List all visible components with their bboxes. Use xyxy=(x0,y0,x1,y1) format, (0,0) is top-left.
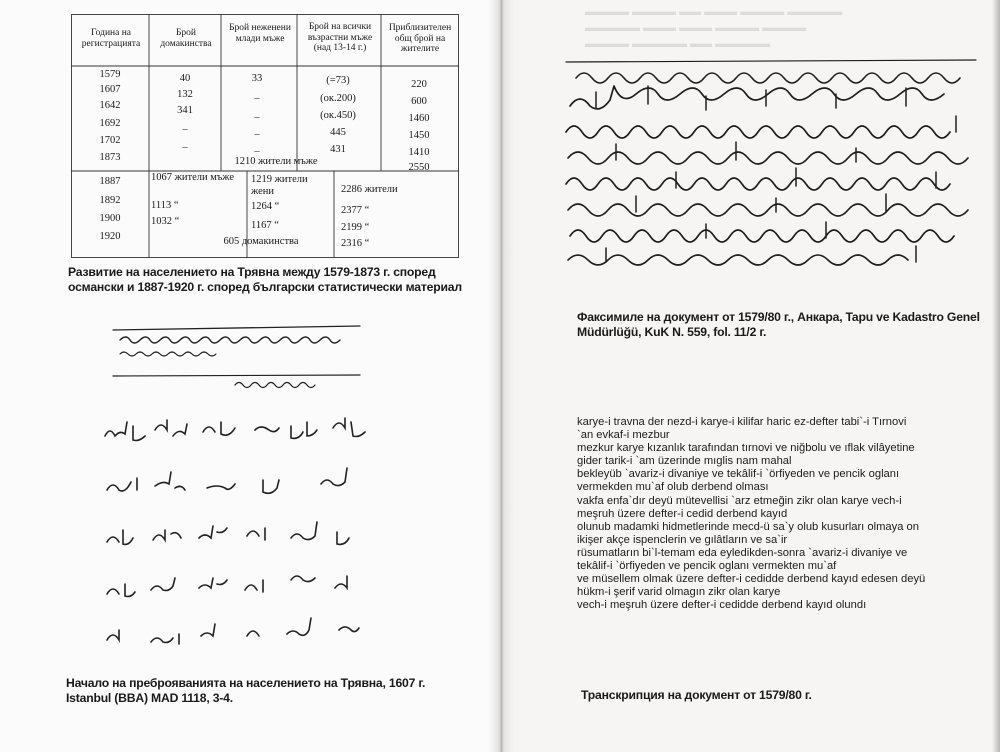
year-cell: 1887 xyxy=(99,176,121,187)
header-households: Брой домакинства xyxy=(160,28,212,49)
header-unmarried: Брой неженени млади мъже xyxy=(229,23,291,44)
total-cell: 1450 xyxy=(408,130,430,141)
transliteration-line: meşruh üzere defter-i cedid derbend kayıd xyxy=(577,507,788,520)
households-cell: – xyxy=(182,142,188,153)
transliteration-line: mezkur karye kızanlık tarafından tırnovi ve niğbolu ve ıflak vilâyetine xyxy=(577,442,915,455)
table-caption-line: Развитие на населението на Трявна между 1579-1873 г. според xyxy=(68,265,436,279)
transliteration-line: ikişer akçe ispenclerin ve gılâtların ve sa`ir xyxy=(577,533,788,546)
show-through-text: ▬▬▬▬▬ ▬▬▬ ▬▬▬ ▬▬▬▬ ▬▬▬▬ xyxy=(585,22,807,34)
men-cell: 1113 “ xyxy=(151,200,179,211)
show-through-text: ▬▬▬▬ ▬▬▬▬ ▬▬ ▬▬▬ ▬▬▬▬ ▬▬▬▬▬ xyxy=(585,6,843,18)
year-cell: 1892 xyxy=(99,195,121,206)
left-page xyxy=(0,0,498,752)
transliteration-line: olunub madamki hidmetlerinde mecd-ü sa`y olub kusurları olmaya on xyxy=(577,520,920,533)
unmarried-cell: – xyxy=(254,129,260,140)
transliteration-text xyxy=(577,416,987,612)
transliteration-line: karye-i travna der nezd-i karye-i kilifar haric ez-defter tabi`-i Tırnovi xyxy=(577,416,907,428)
transliteration-line: gider tarik-i `am üzerinde mıglis nam mahal xyxy=(577,455,792,468)
book-gutter xyxy=(488,0,514,752)
note-1873-men: 1210 жители мъже xyxy=(234,156,318,167)
transliteration-line: rüsumatların bi`l-temam eda eyledikden-sonra `avariz-i divaniye ve xyxy=(577,546,908,559)
census-caption-line: Istanbul (BBA) MAD 1118, 3-4. xyxy=(66,691,233,705)
facsimile-caption-line: Müdürlüğü, KuK N. 559, fol. 11/2 г. xyxy=(577,325,767,339)
transcription-caption xyxy=(581,688,812,703)
total-cell: 2316 “ xyxy=(341,238,370,249)
women-1887-cell: 1219 жители жени xyxy=(251,174,308,197)
total-cell: 1410 xyxy=(408,147,430,158)
households-cell: – xyxy=(182,124,188,135)
unmarried-cell: 33 xyxy=(251,73,263,84)
total-cell: 220 xyxy=(411,79,427,90)
transliteration-line: vermekden mu`af olub derbend olması xyxy=(577,481,769,494)
adult-men-cell: (=73) xyxy=(326,75,350,86)
transliteration-line: hükm-i şerif varid olmagın zikr olan karye xyxy=(577,586,781,599)
women-cell: 1167 “ xyxy=(251,220,279,231)
year-cell: 1900 xyxy=(99,213,121,224)
transliteration-line: vakfa enfa`dır deyü mütevellisi `arz etmeğin zikr olan karye vech-i xyxy=(577,494,902,507)
adult-men-cell: 445 xyxy=(330,127,346,138)
transcription-caption-line: Транскрипция на документ от 1579/80 г. xyxy=(581,688,812,702)
women-cell: 1264 “ xyxy=(251,201,280,212)
table-caption-line: османски и 1887-1920 г. според български статистически материал xyxy=(68,280,462,294)
transliteration-line: `an evkaf-i mezbur xyxy=(577,429,670,442)
show-through-text: ▬▬▬▬ ▬▬▬▬▬ ▬▬ ▬▬▬▬▬ xyxy=(585,38,771,50)
adult-men-cell: 431 xyxy=(330,144,346,155)
transliteration-line: bekleyüb `avariz-i divaniye ve tekâlif-i `örfiyeden ve pencik oglanı xyxy=(577,468,900,481)
men-1887-cell: 1067 жители мъже xyxy=(151,172,235,183)
total-cell: 600 xyxy=(411,96,427,107)
year-cell: 1607 xyxy=(99,84,121,95)
year-cell: 1920 xyxy=(99,231,121,242)
year-cell: 1702 xyxy=(99,135,121,146)
note-1920-households: 605 домакинства xyxy=(223,236,299,247)
men-cell: 1032 “ xyxy=(151,216,180,227)
households-cell: 40 xyxy=(179,73,191,84)
population-table xyxy=(71,14,459,258)
transliteration-line: tekâlif-i `örfiyeden ve pencik oglanı vermekten mu`af xyxy=(577,560,837,573)
transliteration-line: ve müsellem olmak üzere defter-i cedidde derbend kayıd edesen deyü xyxy=(577,573,926,586)
households-cell: 132 xyxy=(177,89,193,100)
census-manuscript-image xyxy=(95,318,395,663)
unmarried-cell: – xyxy=(254,93,260,104)
facsimile-manuscript-image xyxy=(556,56,996,296)
header-adult-men: Брой на всички възрастни мъже (над 13-14 г.) xyxy=(307,22,373,53)
year-cell: 1873 xyxy=(99,152,121,163)
unmarried-cell: – xyxy=(254,112,260,123)
adult-men-cell: (ок.200) xyxy=(320,93,356,104)
total-cell: 2550 xyxy=(408,162,430,173)
year-cell: 1579 xyxy=(99,69,121,80)
total-cell: 2199 “ xyxy=(341,222,370,233)
total-cell: 2377 “ xyxy=(341,205,370,216)
adult-men-cell: (ок.450) xyxy=(320,110,356,121)
header-year: Година на регистрацията xyxy=(81,28,141,49)
total-1887-cell: 2286 жители xyxy=(341,184,398,195)
table-caption xyxy=(68,265,462,295)
facsimile-caption xyxy=(577,310,980,340)
year-cell: 1642 xyxy=(99,100,121,111)
year-cell: 1692 xyxy=(99,118,121,129)
transliteration-line: vech-i meşruh üzere defter-i cedidde derbend kayıd olundı xyxy=(577,599,867,612)
total-cell: 1460 xyxy=(408,113,430,124)
households-cell: 341 xyxy=(177,105,193,116)
facsimile-caption-line: Факсимиле на документ от 1579/80 г., Анкара, Tapu ve Kadastro Genel xyxy=(577,310,980,324)
census-entries xyxy=(105,418,365,644)
header-total: Приблизителен общ брой на жителите xyxy=(388,23,452,54)
unmarried-cell: – xyxy=(254,146,260,157)
census-caption xyxy=(66,676,425,706)
census-caption-line: Начало на преброяванията на населението на Трявна, 1607 г. xyxy=(66,676,426,690)
